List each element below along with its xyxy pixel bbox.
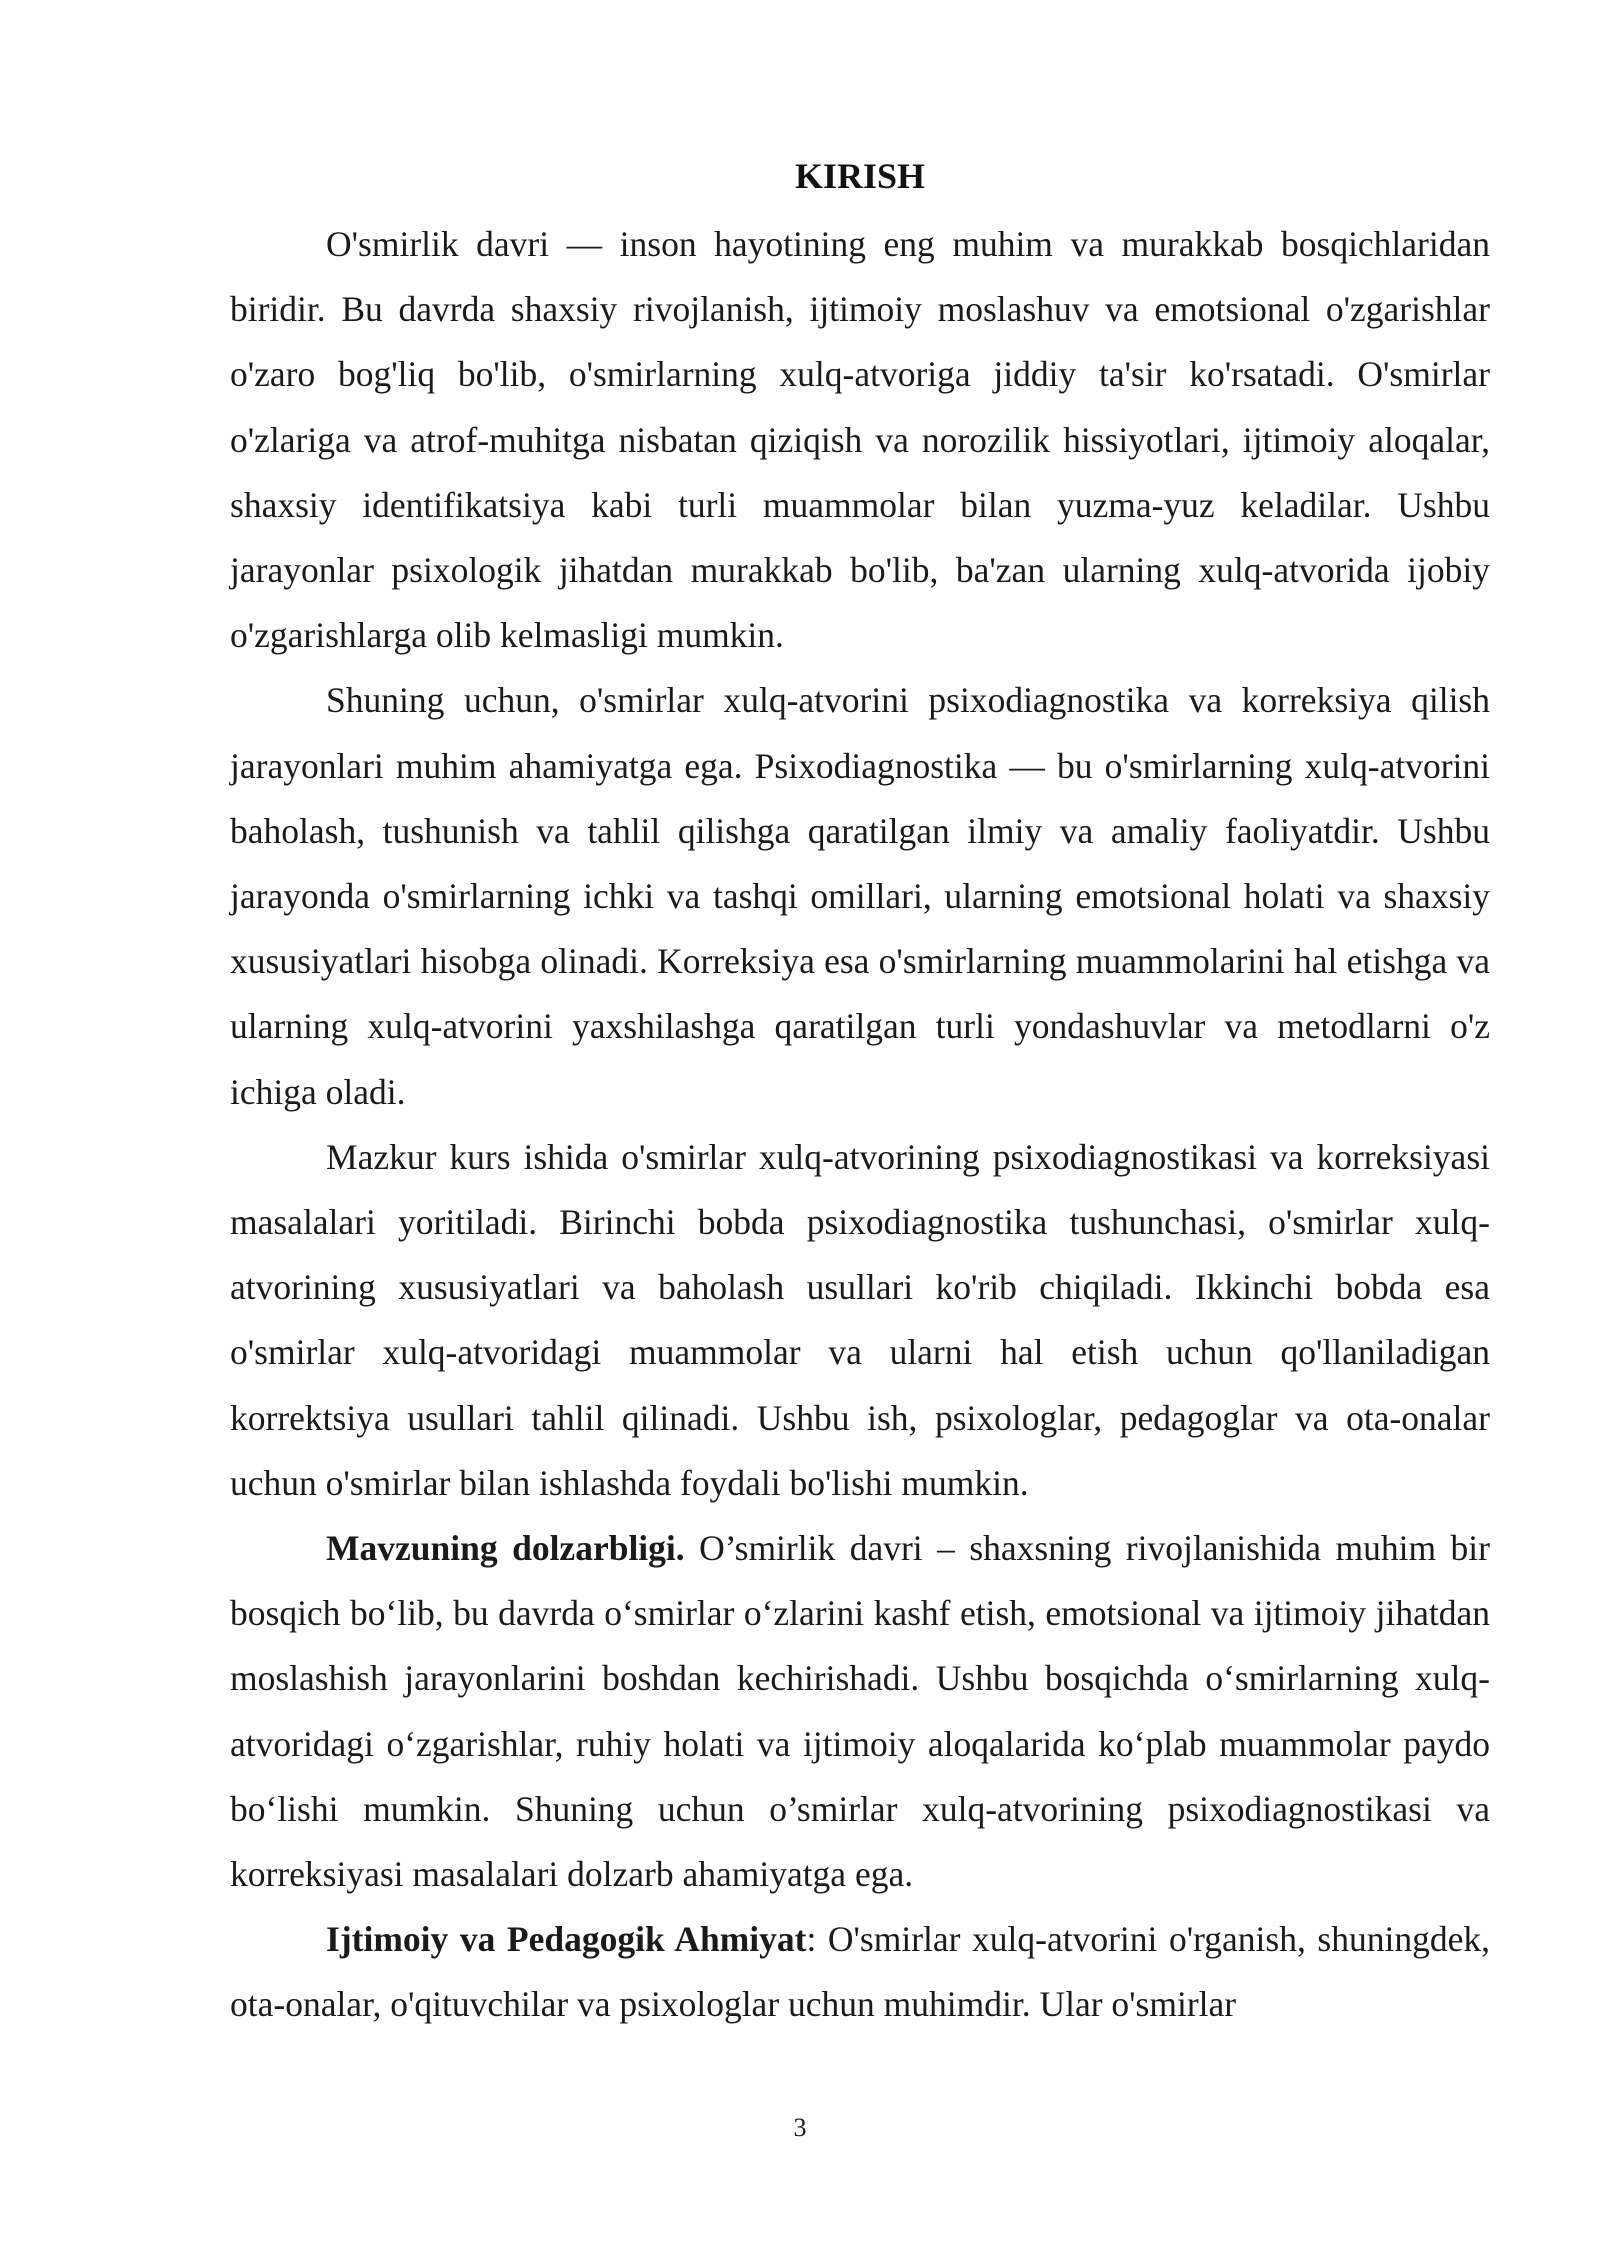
paragraph-text: O’smirlik davri – shaxsning rivojlanishida muhim bir bosqich bo‘lib, bu davrda o‘smirlar o‘zlarini kashf etish, emotsional va ijtimoiy jihatdan moslashish jarayonlarini boshdan kechirishadi. Ushbu bosqichda o‘smirlarning xulq-atvoridagi o‘zgarishlar, ruhiy holati va ijtimoiy aloqalarida ko‘plab muammolar paydo bo‘lishi mumkin. Shuning uchun o’smirlar xulq-atvorining psixodiagnostikasi va korreksiyasi masalalari dolzarb ahamiyatga ega. [230, 1528, 1490, 1895]
paragraph-text: Mazkur kurs ishida o'smirlar xulq-atvorining psixodiagnostikasi va korreksiyasi masalalari yoritiladi. Birinchi bobda psixodiagnostika tushunchasi, o'smirlar xulq-atvorining xususiyatlari va baholash usullari ko'rib chiqiladi. Ikkinchi bobda esa o'smirlar xulq-atvoridagi muammolar va ularni hal etish uchun qo'llaniladigan korrektsiya usullari tahlil qilinadi. Ushbu ish, psixologlar, pedagoglar va ota-onalar uchun o'smirlar bilan ishlashda foydali bo'lishi mumkin. [230, 1136, 1490, 1503]
paragraph-relevance [230, 1516, 1490, 1907]
page-number: 3 [793, 2113, 807, 2142]
paragraph-course-structure [230, 1125, 1490, 1516]
paragraph-lead-relevance: Mavzuning dolzarbligi. [326, 1528, 685, 1569]
page-body [230, 146, 1490, 2038]
paragraph-text: Shuning uchun, o'smirlar xulq-atvorini psixodiagnostika va korreksiya qilish jarayonlari muhim ahamiyatga ega. Psixodiagnostika — bu o'smirlarning xulq-atvorini baholash, tushunish va tahlil qilishga qaratilgan ilmiy va amaliy faoliyatdir. Ushbu jarayonda o'smirlarning ichki va tashqi omillari, ularning emotsional holati va shaxsiy xususiyatlari hisobga olinadi. Korreksiya esa o'smirlarning muammolarini hal etishga va ularning xulq-atvorini yaxshilashga qaratilgan turli yondashuvlar va metodlarni o'z ichiga oladi. [230, 680, 1490, 1112]
paragraph-text: O'smirlik davri — inson hayotining eng muhim va murakkab bosqichlaridan biridir. Bu davrda shaxsiy rivojlanish, ijtimoiy moslashuv va emotsional o'zgarishlar o'zaro bog'liq bo'lib, o'smirlarning xulq-atvoriga jiddiy ta'sir ko'rsatadi. O'smirlar o'zlariga va atrof-muhitga nisbatan qiziqish va norozilik hissiyotlari, ijtimoiy aloqalar, shaxsiy identifikatsiya kabi turli muammolar bilan yuzma-yuz keladilar. Ushbu jarayonlar psixologik jihatdan murakkab bo'lib, ba'zan ularning xulq-atvorida ijobiy o'zgarishlarga olib kelmasligi mumkin. [230, 224, 1490, 656]
paragraph-text: : O'smirlar xulq-atvorini o'rganish, shuningdek, ota-onalar, o'qituvchilar va psixologlar uchun muhimdir. Ular o'smirlar [230, 1919, 1490, 2025]
section-heading: KIRISH [794, 156, 926, 196]
paragraph-lead-significance: Ijtimoiy va Pedagogik Ahmiyat [326, 1919, 807, 1960]
paragraph-significance [230, 1907, 1490, 2037]
paragraph-intro [230, 212, 1490, 668]
paragraph-psychodiagnostics [230, 668, 1490, 1124]
